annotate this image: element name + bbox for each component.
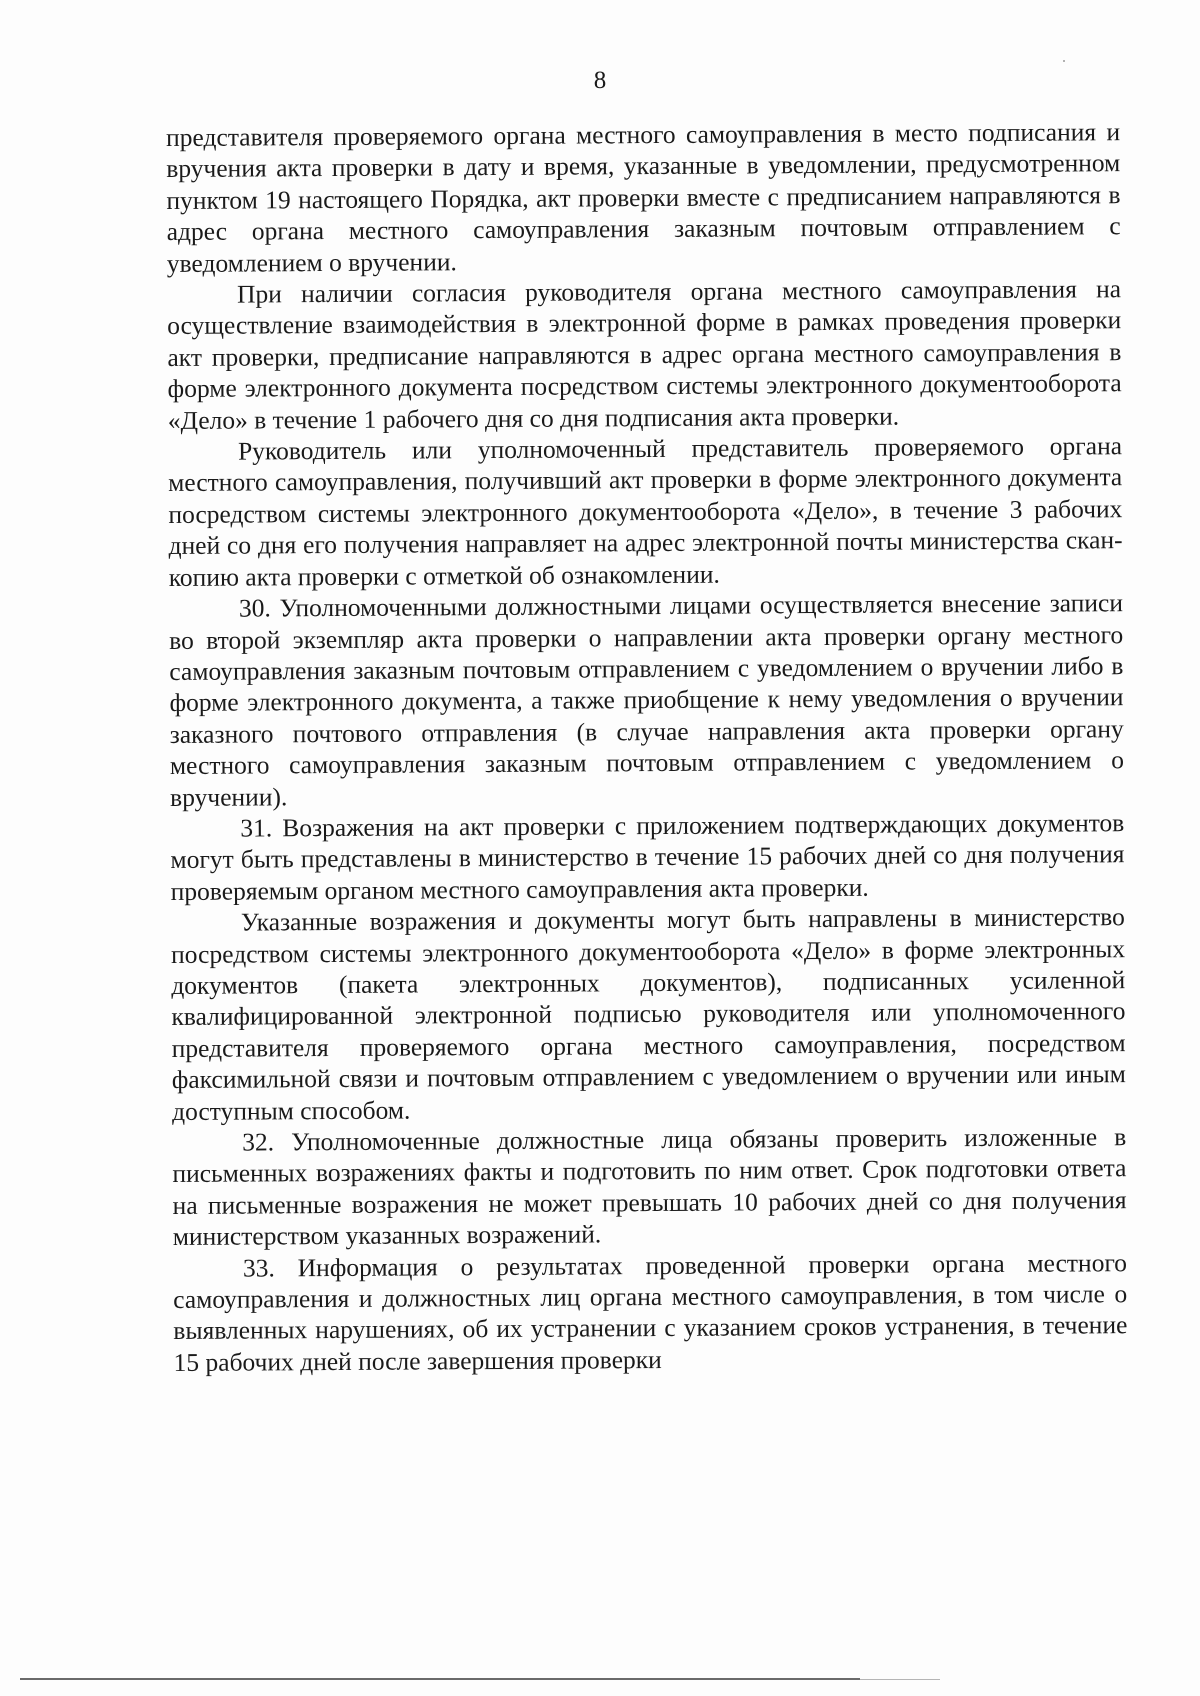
paragraph-electronic-consent: При наличии согласия руководителя органа местного самоуправления на осуществление взаимодействия в электронной форме в рамках проведения проверки акт проверки, предписание направляются в адрес органа местного самоуправления в форме электронного документа посредством системы электронного документооборота «Дело» в течение 1 рабочего дня со дня подписания акта проверки. xyxy=(167,274,1122,435)
bottom-scan-line xyxy=(20,1678,860,1680)
page-number: 8 xyxy=(593,67,607,94)
paragraph-continuation: представителя проверяемого органа местного самоуправления в место подписания и вручения акта проверки в дату и время, указанные в уведомлении, предусмотренном пунктом 19 настоящего Порядка, акт проверки вместе с предписанием направляются в адрес органа местного самоуправления заказным почтовым отправлением с уведомлением о вручении. xyxy=(166,117,1121,278)
paragraph-item-30: 30. Уполномоченными должностными лицами осуществляется внесение записи во второй экземпляр акта проверки о направлении акта проверки органу местного самоуправления заказным почтовым отправлением с уведомлением о вручении либо в форме электронного документа, а также приобщение к нему уведомления о вручении заказного почтового отправления (в случае направления акта проверки органу местного самоуправления заказным почтовым отправлением с уведомлением о вручении). xyxy=(169,588,1125,812)
bottom-scan-line-faint xyxy=(860,1679,940,1680)
paragraph-item-31: 31. Возражения на акт проверки с приложением подтверждающих документов могут быть представлены в министерство в течение 15 рабочих дней со дня получения проверяемым органом местного самоуправления акта проверки. xyxy=(170,808,1125,906)
document-body xyxy=(166,116,1128,1378)
paragraph-representative-scan: Руководитель или уполномоченный представитель проверяемого органа местного самоуправления, получивший акт проверки в форме электронного документа посредством системы электронного документооборота «Дело», в течение 3 рабочих дней со дня его получения направляет на адрес электронной почты министерства скан-копию акта проверки с отметкой об ознакомлении. xyxy=(168,431,1123,592)
paragraph-item-33: 33. Информация о результатах проведенной проверки органа местного самоуправления и должностных лиц органа местного самоуправления, в том числе о выявленных нарушениях, об их устранении с указанием сроков устранения, в течение 15 рабочих дней после завершения проверки xyxy=(173,1247,1128,1377)
scan-artifact xyxy=(1063,60,1065,62)
paragraph-objections-delivery: Указанные возражения и документы могут быть направлены в министерство посредством системы электронного документооборота «Дело» в форме электронных документов (пакета электронных документов), подписанных усиленной квалифицированной электронной подписью руководителя или уполномоченного представителя проверяемого органа местного самоуправления, посредством факсимильной связи и почтовым отправлением с уведомлением о вручении или иным доступным способом. xyxy=(170,902,1126,1126)
paragraph-item-32: 32. Уполномоченные должностные лица обязаны проверить изложенные в письменных возражениях факты и подготовить по ним ответ. Срок подготовки ответа на письменные возражения не может превышать 10 рабочих дней со дня получения министерством указанных возражений. xyxy=(172,1122,1127,1252)
